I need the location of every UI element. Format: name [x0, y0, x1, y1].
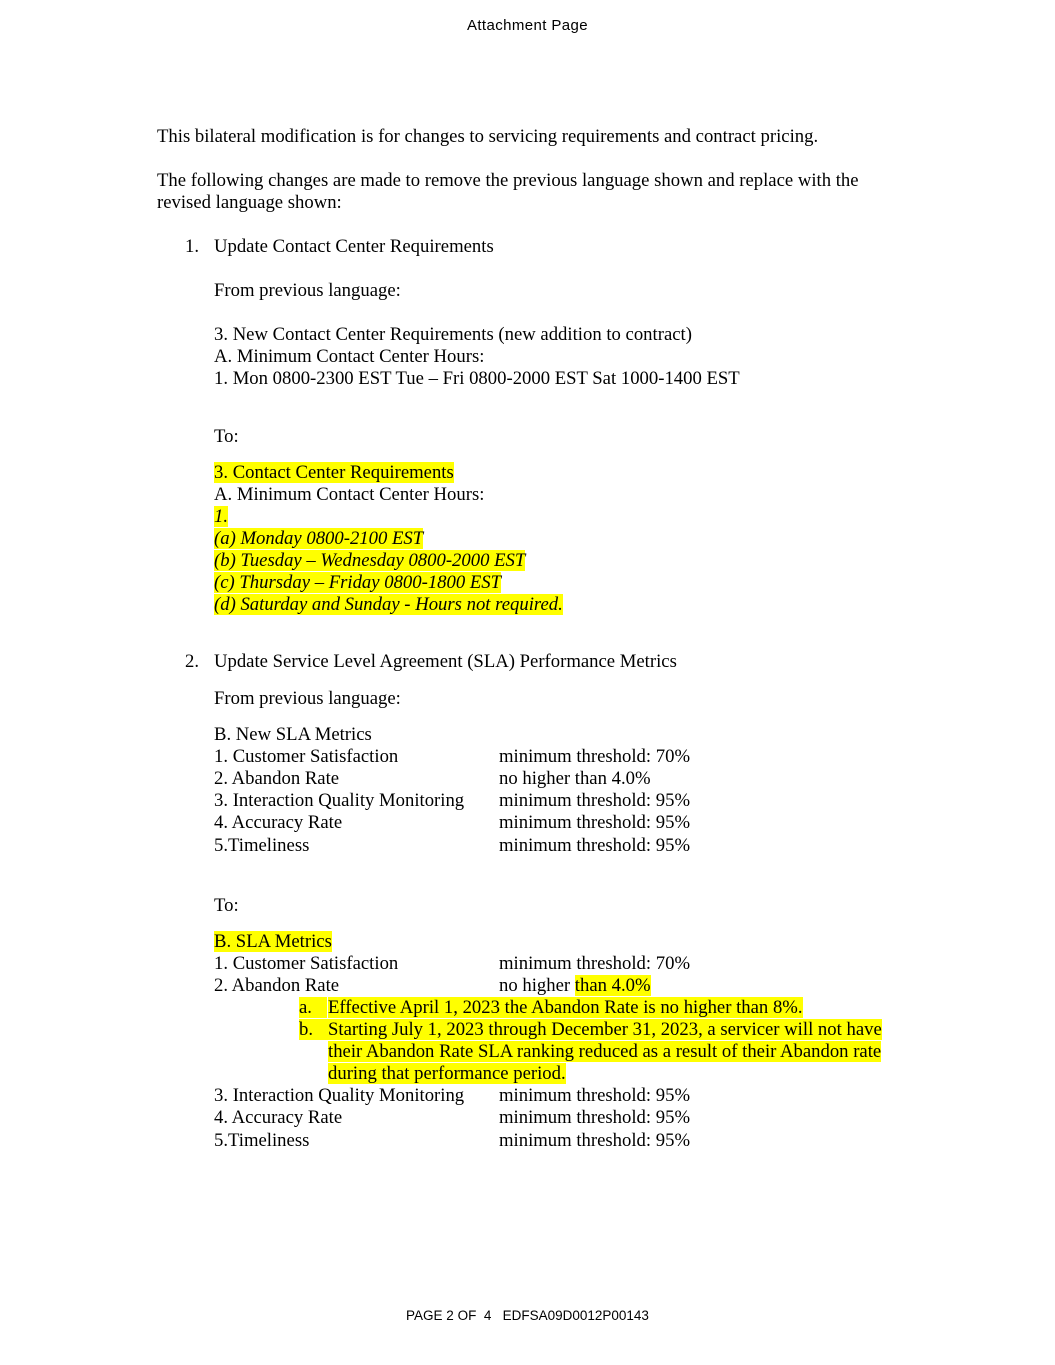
old-text-line: A. Minimum Contact Center Hours:	[214, 346, 485, 367]
new-heading	[214, 462, 454, 484]
highlight: B. SLA Metrics	[214, 931, 332, 952]
new-hours-line	[214, 594, 563, 616]
page-footer: PAGE 2 OF 4 EDFSA09D0012P00143	[406, 1308, 649, 1323]
highlight: than 4.0%	[574, 975, 651, 996]
metric-name: 5.Timeliness	[214, 1130, 310, 1151]
intro-line: This bilateral modification is for changes to servicing requirements and contract pricing.	[157, 126, 819, 147]
metric-name: 2. Abandon Rate	[214, 975, 340, 996]
item-title: Update Contact Center Requirements	[214, 236, 494, 257]
metric-value: minimum threshold: 95%	[499, 835, 691, 856]
highlight: (c) Thursday – Friday 0800-1800 EST	[214, 572, 502, 593]
highlight: (a) Monday 0800-2100 EST	[214, 528, 424, 549]
metric-name: 4. Accuracy Rate	[214, 812, 343, 833]
highlight: their Abandon Rate SLA ranking reduced as a result of their Abandon rate	[328, 1041, 882, 1062]
old-text-line: 3. New Contact Center Requirements (new addition to contract)	[214, 324, 692, 345]
new-hours-line	[214, 550, 525, 572]
highlight: Effective April 1, 2023 the Abandon Rate is no higher than 8%.	[328, 997, 803, 1018]
from-label: From previous language:	[214, 688, 401, 709]
to-label: To:	[214, 426, 239, 447]
sub-marker	[299, 1019, 328, 1041]
sub-marker	[299, 997, 327, 1019]
highlight: 1.	[214, 506, 229, 527]
metric-name: 1. Customer Satisfaction	[214, 746, 399, 767]
metric-value	[499, 975, 651, 997]
metric-name: 1. Customer Satisfaction	[214, 953, 399, 974]
highlight: b.	[299, 1019, 328, 1040]
highlight: (b) Tuesday – Wednesday 0800-2000 EST	[214, 550, 526, 571]
highlight: a.	[299, 997, 327, 1018]
metric-value: minimum threshold: 95%	[499, 1085, 691, 1106]
old-heading: B. New SLA Metrics	[214, 724, 372, 745]
sub-item-text	[328, 1063, 566, 1085]
metric-value: minimum threshold: 95%	[499, 812, 691, 833]
highlight: 3. Contact Center Requirements	[214, 462, 454, 483]
metric-value: minimum threshold: 95%	[499, 1107, 691, 1128]
new-hours-line	[214, 528, 423, 550]
metric-value: no higher than 4.0%	[499, 768, 651, 789]
new-heading	[214, 931, 332, 953]
item-title: Update Service Level Agreement (SLA) Performance Metrics	[214, 651, 677, 672]
to-label: To:	[214, 895, 239, 916]
new-hours-line	[214, 506, 228, 528]
intro-line: The following changes are made to remove the previous language shown and replace with the	[157, 170, 859, 191]
sub-item-text	[328, 997, 803, 1019]
new-subheading: A. Minimum Contact Center Hours:	[214, 484, 485, 505]
old-text-line: 1. Mon 0800-2300 EST Tue – Fri 0800-2000 EST Sat 1000-1400 EST	[214, 368, 740, 389]
metric-value: minimum threshold: 70%	[499, 953, 691, 974]
list-number: 1.	[185, 236, 200, 257]
metric-name: 3. Interaction Quality Monitoring	[214, 790, 465, 811]
highlight: Starting July 1, 2023 through December 31, 2023, a servicer will not have	[328, 1019, 882, 1040]
highlight: during that performance period.	[328, 1063, 566, 1084]
metric-name: 3. Interaction Quality Monitoring	[214, 1085, 465, 1106]
metric-name: 4. Accuracy Rate	[214, 1107, 343, 1128]
metric-value: minimum threshold: 95%	[499, 1130, 691, 1151]
metric-name: 5.Timeliness	[214, 835, 310, 856]
from-label: From previous language:	[214, 280, 401, 301]
metric-value: minimum threshold: 70%	[499, 746, 691, 767]
list-number: 2.	[185, 651, 200, 672]
sub-item-text	[328, 1019, 882, 1041]
highlight: (d) Saturday and Sunday - Hours not required.	[214, 594, 563, 615]
metric-name: 2. Abandon Rate	[214, 768, 340, 789]
new-hours-line	[214, 572, 501, 594]
page-header: Attachment Page	[466, 17, 589, 34]
sub-item-text	[328, 1041, 881, 1063]
intro-line: revised language shown:	[157, 192, 342, 213]
metric-value: minimum threshold: 95%	[499, 790, 691, 811]
metric-value-plain: no higher	[499, 975, 575, 996]
